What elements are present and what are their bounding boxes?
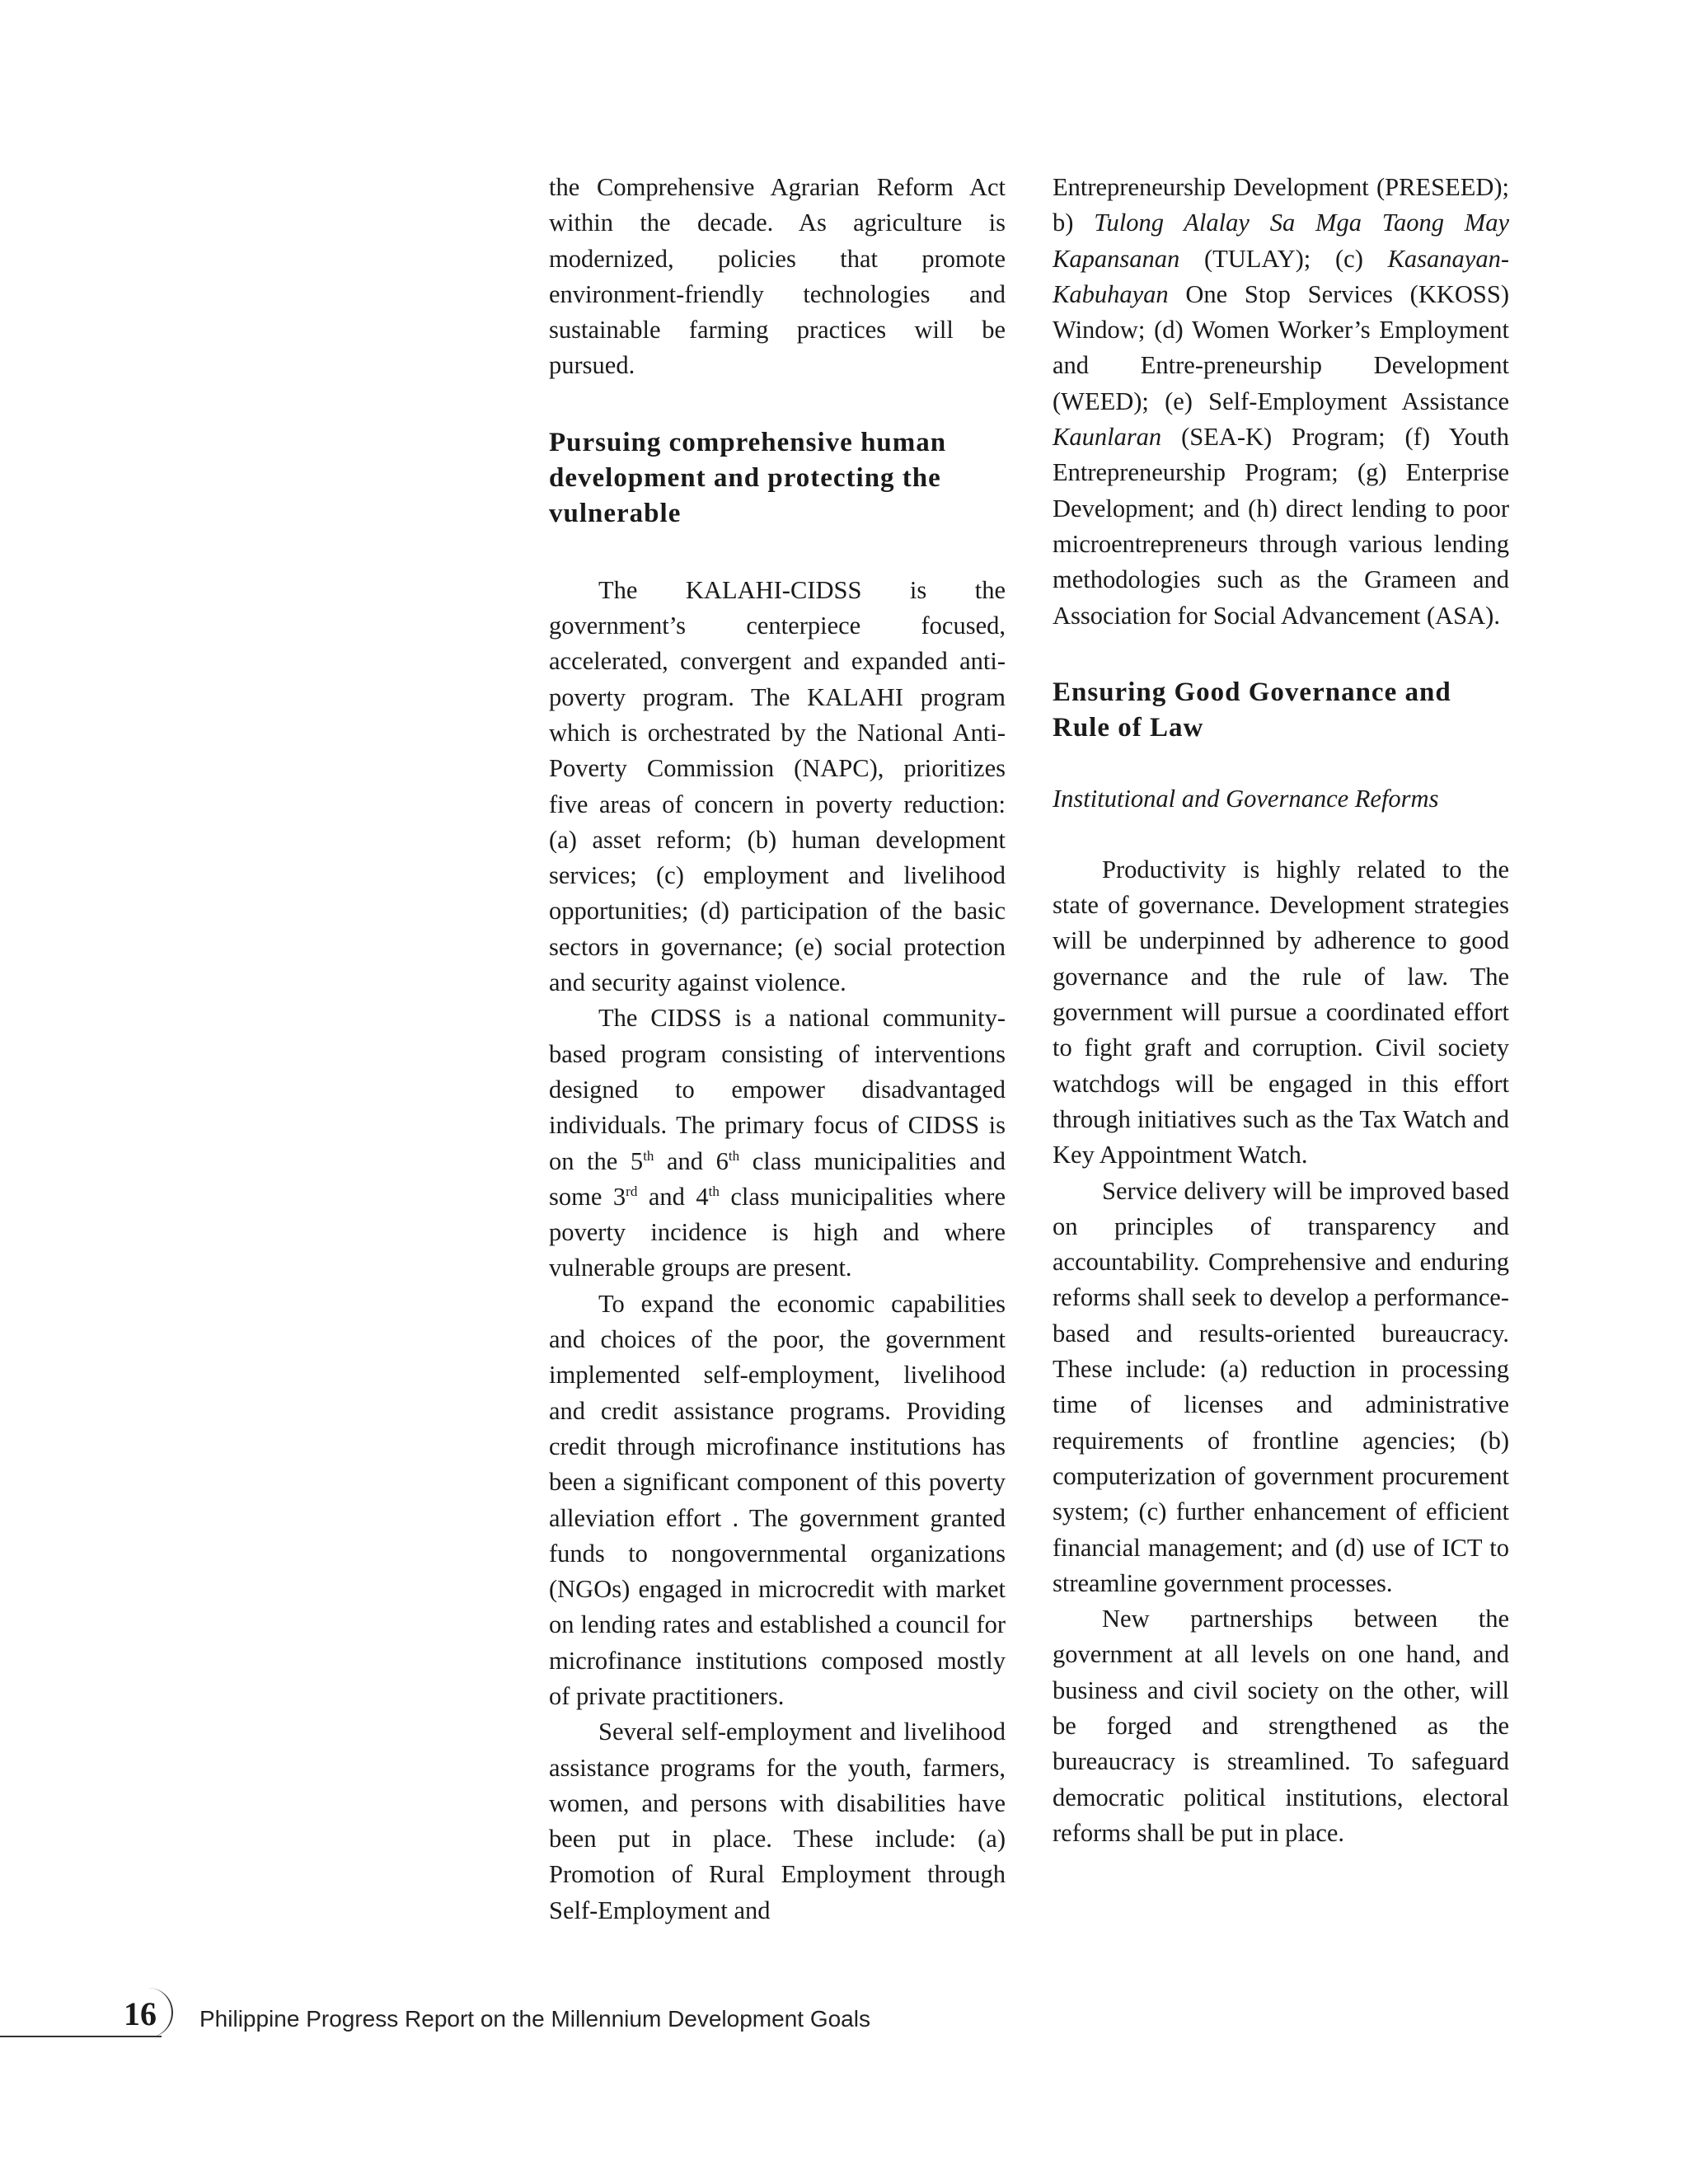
paragraph-partnerships: New partnerships between the government at all levels on one hand, and business and civil society on the other, will be forged and strengthened as the bureaucracy is streamlined. To safeguard democratic political institutions, electoral reforms shall be put in place. [1053,1605,1509,1847]
paragraph-programs-continued: Entrepreneurship Development (PRESEED); b) Tulong Alalay Sa Mga Taong May Kapansanan (TULAY); (c) Kasanayan-Kabuhayan One Stop Services (KKOSS) Window; (d) Women Worker’s Employment and Entre-preneurship Development (WEED); (e) Self-Employment Assistance Kaunlaran (SEA-K) Program; (f) Youth Entrepreneurship Program; (g) Enterprise Development; and (h) direct lending to poor microentrepreneurs through various lending methodologies such as the Grameen and Association for Social Advancement (ASA). [1053,173,1509,630]
right-column [1053,170,1509,1851]
paragraph-kalahi: The KALAHI-CIDSS is the government’s centerpiece focused, accelerated, convergent and expanded anti-poverty program. The KALAHI program which is orchestrated by the National Anti-Poverty Commission (NAPC), prioritizes five areas of concern in poverty reduction: (a) asset reform; (b) human development services; (c) employment and livelihood opportunities; (d) participation of the basic sectors in governance; (e) social protection and security against violence. [549,575,1006,997]
paragraph-agrarian: the Comprehensive Agrarian Reform Act within the decade. As agriculture is modernized, policies that promote environment-friendly technologies and sustainable farming practices will be pursued. [549,173,1006,380]
footer-title: Philippine Progress Report on the Millennium Development Goals [199,2006,870,2032]
page-number: 16 [124,1995,157,2032]
paragraph-cidss: The CIDSS is a national community-based program consisting of interventions designed to empower disadvantaged individuals. The primary focus of CIDSS is on the 5th and 6th class municipalities and some 3rd and 4th class municipalities where poverty incidence is high and where vulnerable groups are present. [549,1004,1006,1282]
subheading-institutional-reforms: Institutional and Governance Reforms [1053,784,1439,813]
paragraph-economic-capabilities: To expand the economic capabilities and choices of the poor, the government implemented self-employment, livelihood and credit assistance programs. Providing credit through microfinance institutions has been a significant component of this poverty alleviation effort . The government granted funds to nongovernmental organizations (NGOs) engaged in microcredit with market on lending rates and established a council for microfinance institutions composed mostly of private practitioners. [549,1289,1006,1710]
heading-good-governance: Ensuring Good Governance and Rule of Law [1053,677,1451,743]
left-column [549,170,1006,1929]
paragraph-self-employment: Several self-employment and livelihood assistance programs for the youth, farmers, women, and persons with disabilities have been put in place. These include: (a) Promotion of Rural Employment through Self-Employment and [549,1718,1006,1924]
heading-human-development: Pursuing comprehensive human development and protecting the vulnerable [549,427,947,528]
paragraph-service-delivery: Service delivery will be improved based on principles of transparency and accountability. Comprehensive and enduring reforms shall seek to develop a performance-based and results-oriented bureaucracy. These include: (a) reduction in processing time of licenses and administrative requirements of frontline agencies; (b) computerization of government procurement system; (c) further enhancement of efficient financial management; and (d) use of ICT to streamline government processes. [1053,1176,1509,1597]
paragraph-productivity: Productivity is highly related to the state of governance. Development strategies will be underpinned by adherence to good governance and the rule of law. The government will pursue a coordinated effort to fight graft and corruption. Civil society watchdogs will be engaged in this effort through initiatives such as the Tax Watch and Key Appointment Watch. [1053,855,1509,1169]
page-footer [0,1988,907,2037]
